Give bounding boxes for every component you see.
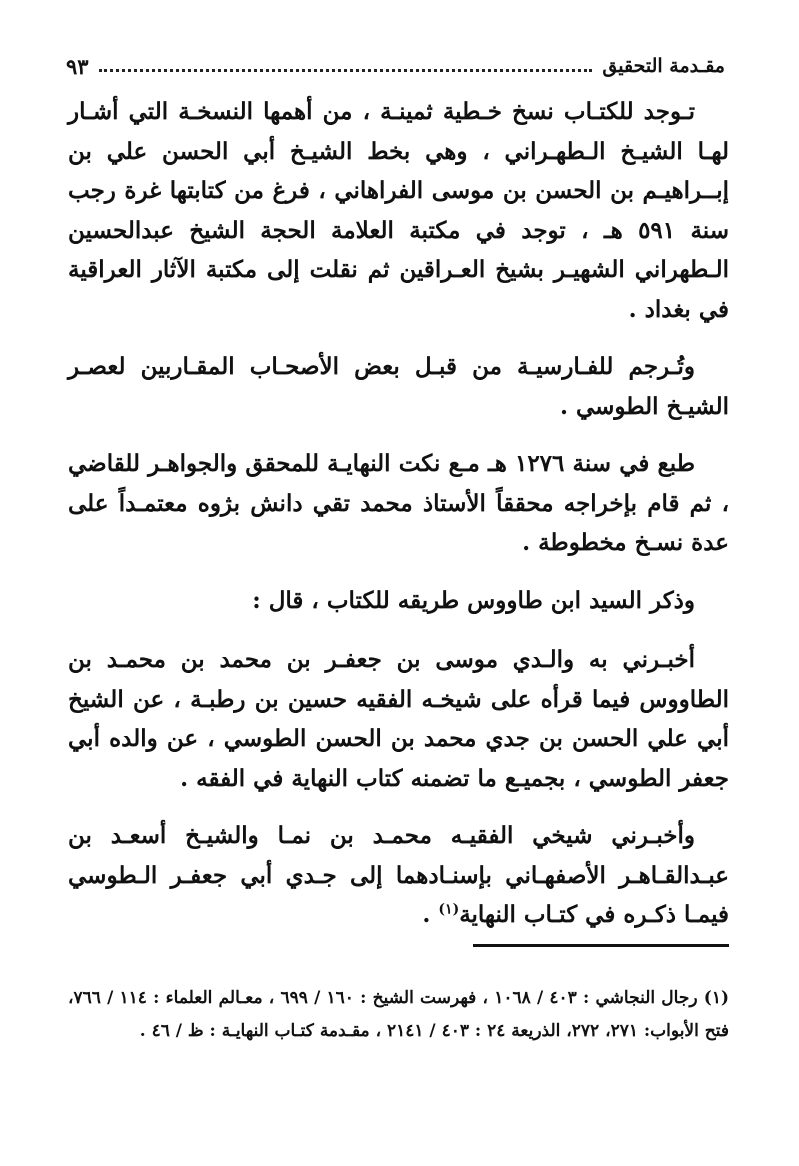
paragraph-ibn-tawus-intro: وذكر السيد ابن طاووس طريقه للكتاب ، قال :	[252, 586, 695, 614]
footnote: (١) رجال النجاشي : ٤٠٣ / ١٠٦٨ ، فهرست الشيخ : ١٦٠ / ٦٩٩ ، معـالم العلماء : ١١٤ / ٧٦٦، فتح الأبواب: ٢٧١، ٢٧٢، الذريعة ٢٤ : ٤٠٣ / ٢١٤١ ، مقـدمة كتـاب النهايـة : ظ / ٤٦ .	[68, 988, 730, 1041]
paragraph-manuscripts: تـوجد للكتـاب نسخ خـطية ثمينـة ، من أهمها النسخـة التي أشـار لهـا الشيـخ الـطهـراني ، وهي بخط الشيـخ أبي الحسن علي بن إبــراهيـم بن الحسن بن موسى الفراهاني ، فرغ من كتابتها غرة رجب سنة ٥٩١ هـ ، توجد في مكتبة العلامة الحجة الشيخ عبدالحسين الـطهراني الشهيـر بشيخ العـراقين ثم نقلت إلى مكتبة الآثار العراقية في بغداد .	[68, 98, 729, 323]
paragraph-chain-two	[68, 816, 729, 935]
paragraph-chain-one: أخبـرني به والـدي موسى بن جعفـر بن محمد بن محمـد بن الطاووس فيما قرأه على شيخـه الفقيه حسين بن رطبـة ، عن الشيخ أبي علي الحسن بن جدي محمد بن الحسن الطوسي ، عن والده أبي جعفر الطوسي ، بجميـع ما تضمنه كتاب النهاية في الفقه .	[68, 646, 729, 792]
footnote-separator	[473, 944, 729, 947]
paragraph-chain-two-text: وأخبـرني شيخي الفقيـه محمـد بن نمـا والشيـخ أسعـد بن عبـدالقـاهـر الأصفهـاني بإسنـادهما إلى جـدي أبي جعفـر الـطوسي فيمـا ذكـره في كتـاب النهاية	[68, 822, 729, 928]
paragraph-end-mark: .	[422, 901, 439, 928]
dot-leader	[99, 69, 593, 72]
page-number: ٩٣	[66, 53, 89, 79]
running-head	[66, 50, 725, 82]
paragraph-printing: طبع في سنة ١٢٧٦ هـ مـع نكت النهايـة للمحقق والجواهـر للقاضي ، ثم قام بإخراجه محققاً الأستاذ محمد تقي دانش بژوه معتمـداً على عدة نسـخ مخطوطة .	[68, 450, 729, 556]
paragraph-persian-translation: وتُـرجم للفـارسيـة من قبـل بعض الأصحـاب المقـاربين لعصـر الشيـخ الطوسي .	[68, 353, 729, 420]
footnote-reference: (١)	[438, 901, 460, 918]
main-text	[68, 92, 729, 953]
running-head-title: مقـدمة التحقيق	[602, 55, 725, 77]
